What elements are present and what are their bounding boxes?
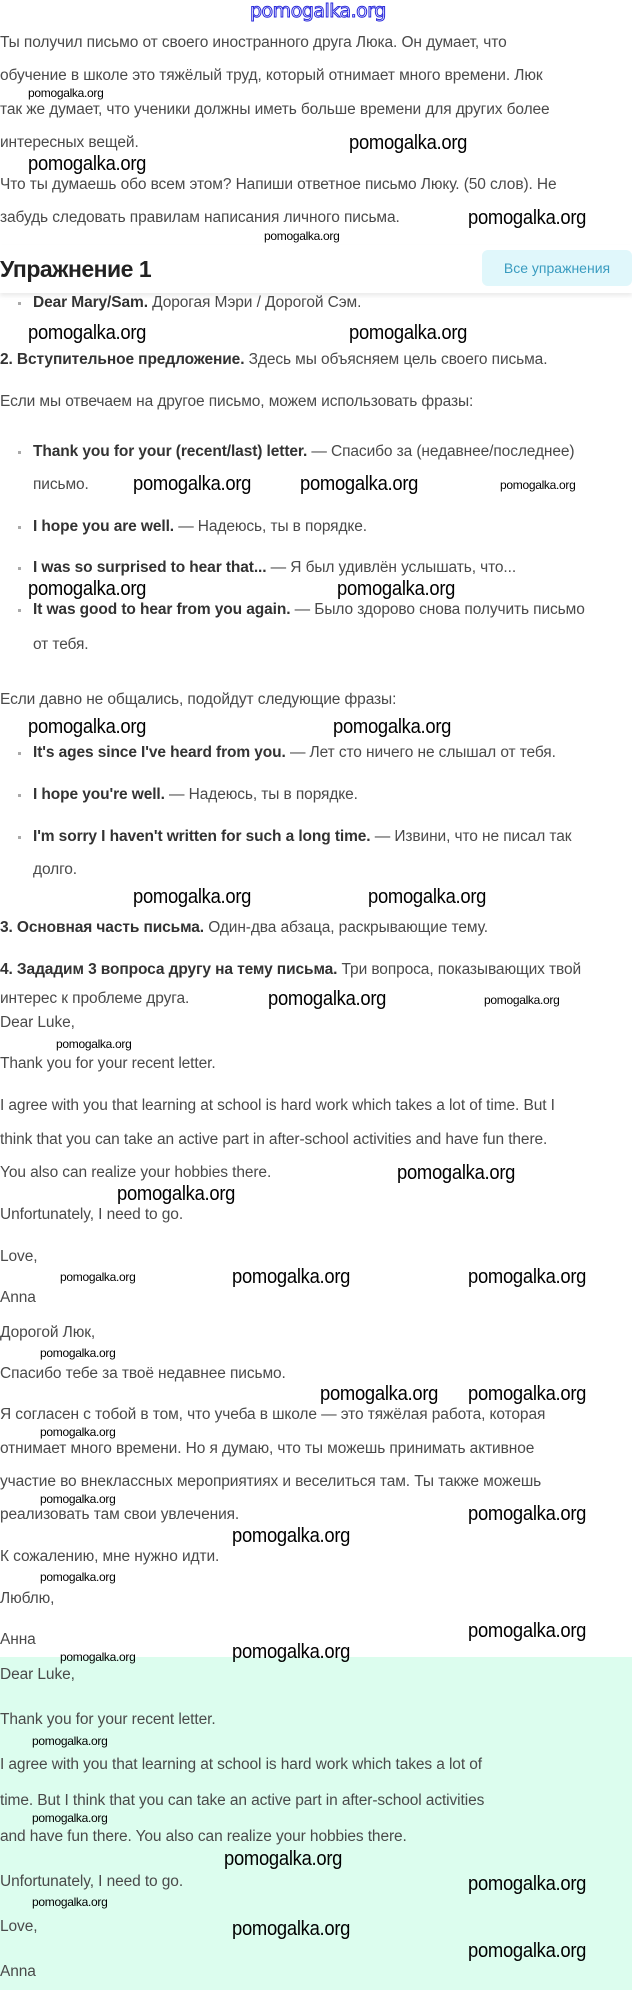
watermark: pomogalka.org <box>40 1425 116 1439</box>
watermark: pomogalka.org <box>28 578 147 600</box>
watermark: pomogalka.org <box>468 1503 587 1525</box>
watermark: pomogalka.org <box>40 1492 116 1506</box>
watermark: pomogalka.org <box>28 322 147 344</box>
letter-line: You also can realize your hobbies there. <box>0 1164 272 1181</box>
letter-line: Dear Luke, <box>0 1014 75 1031</box>
letter-line: Love, <box>0 1248 38 1265</box>
watermark: pomogalka.org <box>468 1383 587 1405</box>
watermark: pomogalka.org <box>40 1346 116 1360</box>
watermark: pomogalka.org <box>133 473 252 495</box>
letter-line: Я согласен с тобой в том, что учеба в школе — это тяжёлая работа, которая <box>0 1406 546 1423</box>
paragraph: 4. Зададим 3 вопроса другу на тему письма. Три вопроса, показывающих твой <box>0 961 582 978</box>
letter-line: think that you can take an active part in after-school activities and have fun there. <box>0 1131 548 1148</box>
letter-line: Анна <box>0 1631 36 1648</box>
letter-line: Спасибо тебе за твоё недавнее письмо. <box>0 1365 286 1382</box>
answer-line: Anna <box>0 1963 36 1980</box>
all-exercises-button[interactable]: Все упражнения <box>482 250 632 286</box>
paragraph: Если давно не общались, подойдут следующие фразы: <box>0 691 397 708</box>
watermark: pomogalka.org <box>28 86 104 100</box>
task-line: так же думает, что ученики должны иметь больше времени для других более <box>0 101 550 118</box>
answer-line: and have fun there. You also can realize your hobbies there. <box>0 1828 407 1845</box>
answer-line: Dear Luke, <box>0 1666 75 1683</box>
watermark: pomogalka.org <box>60 1270 136 1284</box>
watermark: pomogalka.org <box>32 1895 108 1909</box>
answer-line: time. But I think that you can take an active part in after-school activities <box>0 1792 485 1809</box>
watermark: pomogalka.org <box>268 988 387 1010</box>
watermark: pomogalka.org <box>32 1734 108 1748</box>
watermark: pomogalka.org <box>40 1570 116 1584</box>
letter-line: Unfortunately, I need to go. <box>0 1206 184 1223</box>
watermark: pomogalka.org <box>232 1641 351 1663</box>
watermark: pomogalka.org <box>484 993 560 1007</box>
watermark: pomogalka.org <box>60 1650 136 1664</box>
task-line: Что ты думаешь обо всем этом? Напиши ответное письмо Люку. (50 слов). Не <box>0 176 557 193</box>
paragraph: Если мы отвечаем на другое письмо, можем использовать фразы: <box>0 393 474 410</box>
bullet-icon <box>18 567 21 570</box>
list-item: It's ages since I've heard from you. — Лет сто ничего не слышал от тебя. <box>33 744 556 761</box>
watermark: pomogalka.org <box>468 1940 587 1962</box>
letter-line: Anna <box>0 1289 36 1306</box>
list-item: I was so surprised to hear that... — Я был удивлён услышать, что... <box>33 559 517 576</box>
list-item-cont: долго. <box>33 861 78 878</box>
watermark: pomogalka.org <box>500 478 576 492</box>
letter-line: Люблю, <box>0 1590 55 1607</box>
watermark: pomogalka.org <box>117 1183 236 1205</box>
answer-line: I agree with you that learning at school is hard work which takes a lot of <box>0 1756 482 1773</box>
task-line: Ты получил письмо от своего иностранного друга Люка. Он думает, что <box>0 34 507 51</box>
watermark: pomogalka.org <box>468 1266 587 1288</box>
paragraph: 2. Вступительное предложение. Здесь мы объясняем цель своего письма. <box>0 351 548 368</box>
bullet-icon <box>18 609 21 612</box>
watermark: pomogalka.org <box>468 207 587 229</box>
task-line: забудь следовать правилам написания личного письма. <box>0 209 400 226</box>
task-line: интересных вещей. <box>0 134 139 151</box>
answer-line: Love, <box>0 1918 38 1935</box>
watermark: pomogalka.org <box>232 1918 351 1940</box>
watermark: pomogalka.org <box>133 886 252 908</box>
watermark: pomogalka.org <box>349 322 468 344</box>
answer-line: Thank you for your recent letter. <box>0 1711 216 1728</box>
bullet-icon <box>18 836 21 839</box>
watermark: pomogalka.org <box>56 1037 132 1051</box>
watermark: pomogalka.org <box>333 716 452 738</box>
watermark: pomogalka.org <box>349 132 468 154</box>
bullet-icon <box>18 526 21 529</box>
list-item: Thank you for your (recent/last) letter. — Спасибо за (недавнее/последнее) <box>33 443 575 460</box>
watermark: pomogalka.org <box>32 1811 108 1825</box>
task-line: обучение в школе это тяжёлый труд, который отнимает много времени. Люк <box>0 67 543 84</box>
list-item: I'm sorry I haven't written for such a long time. — Извини, что не писал так <box>33 828 572 845</box>
letter-line: I agree with you that learning at school is hard work which takes a lot of time. But I <box>0 1097 555 1114</box>
paragraph-cont: интерес к проблеме друга. <box>0 990 190 1007</box>
bullet-icon <box>18 451 21 454</box>
watermark: pomogalka.org <box>264 229 340 243</box>
watermark: pomogalka.org <box>468 1873 587 1895</box>
list-item: Dear Mary/Sam. Дорогая Мэри / Дорогой Сэм. <box>33 294 362 311</box>
watermark: pomogalka.org <box>337 578 456 600</box>
exercise-header <box>0 245 632 293</box>
letter-line: Thank you for your recent letter. <box>0 1055 216 1072</box>
watermark: pomogalka.org <box>320 1383 439 1405</box>
bullet-icon <box>18 302 21 305</box>
answer-line: Unfortunately, I need to go. <box>0 1873 184 1890</box>
list-item-cont: письмо. <box>33 476 89 493</box>
list-item: It was good to hear from you again. — Было здорово снова получить письмо <box>33 601 585 618</box>
bullet-icon <box>18 794 21 797</box>
list-item: I hope you are well. — Надеюсь, ты в порядке. <box>33 518 368 535</box>
watermark: pomogalka.org <box>397 1162 516 1184</box>
watermark: pomogalka.org <box>28 153 147 175</box>
letter-line: К сожалению, мне нужно идти. <box>0 1548 220 1565</box>
list-item: I hope you're well. — Надеюсь, ты в порядке. <box>33 786 358 803</box>
letter-line: реализовать там свои увлечения. <box>0 1506 240 1523</box>
watermark: pomogalka.org <box>468 1620 587 1642</box>
letter-line: отнимает много времени. Но я думаю, что ты можешь принимать активное <box>0 1440 535 1457</box>
paragraph: 3. Основная часть письма. Один-два абзаца, раскрывающие тему. <box>0 919 488 936</box>
watermark: pomogalka.org <box>300 473 419 495</box>
watermark: pomogalka.org <box>368 886 487 908</box>
page-title: Упражнение 1 <box>0 256 152 282</box>
letter-line: Дорогой Люк, <box>0 1324 96 1341</box>
watermark: pomogalka.org <box>232 1525 351 1547</box>
watermark: pomogalka.org <box>28 716 147 738</box>
watermark: pomogalka.org <box>232 1266 351 1288</box>
letter-line: участие во внеклассных мероприятиях и веселиться там. Ты также можешь <box>0 1473 542 1490</box>
site-logo[interactable]: pomogalka.org <box>250 0 386 22</box>
bullet-icon <box>18 752 21 755</box>
watermark: pomogalka.org <box>224 1848 343 1870</box>
list-item-cont: от тебя. <box>33 636 89 653</box>
